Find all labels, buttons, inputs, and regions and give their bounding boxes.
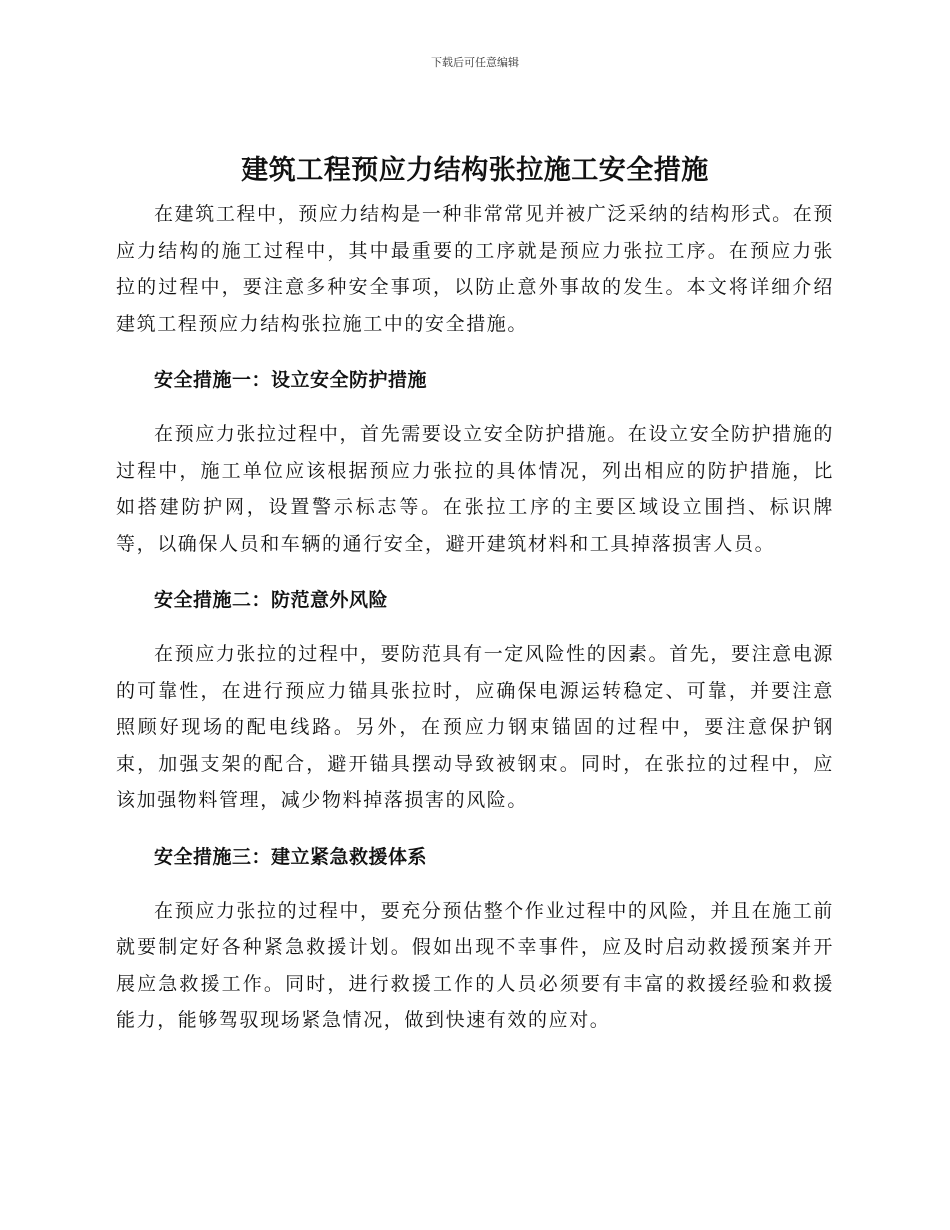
intro-paragraph: 在建筑工程中，预应力结构是一种非常常见并被广泛采纳的结构形式。在预应力结构的施工过程中，其中最重要的工序就是预应力张拉工序。在预应力张拉的过程中，要注意多种安全事项，以防止意外事故的发生。本文将详细介绍建筑工程预应力结构张拉施工中的安全措施。	[116, 203, 834, 335]
header-note: 下载后可任意编辑	[431, 56, 519, 69]
section-paragraph-2: 在预应力张拉的过程中，要防范具有一定风险性的因素。首先，要注意电源的可靠性，在进行预应力锚具张拉时，应确保电源运转稳定、可靠，并要注意照顾好现场的配电线路。另外，在预应力钢束锚固的过程中，要注意保护钢束，加强支架的配合，避开锚具摆动导致被钢束。同时，在张拉的过程中，应该加强物料管理，减少物料掉落损害的风险。	[116, 642, 834, 812]
document-body	[116, 196, 834, 1039]
section-heading-3: 安全措施三：建立紧急救援体系	[154, 845, 428, 868]
section-paragraph-1: 在预应力张拉过程中，首先需要设立安全防护措施。在设立安全防护措施的过程中，施工单位应该根据预应力张拉的具体情况，列出相应的防护措施，比如搭建防护网，设置警示标志等。在张拉工序的主要区域设立围挡、标识牌等，以确保人员和车辆的通行安全，避开建筑材料和工具掉落损害人员。	[116, 422, 834, 555]
section-heading-1: 安全措施一：设立安全防护措施	[154, 369, 428, 392]
section-heading-2: 安全措施二：防范意外风险	[154, 589, 389, 612]
document-title: 建筑工程预应力结构张拉施工安全措施	[241, 155, 709, 186]
section-paragraph-3: 在预应力张拉的过程中，要充分预估整个作业过程中的风险，并且在施工前就要制定好各种紧急救援计划。假如出现不幸事件，应及时启动救援预案并开展应急救援工作。同时，进行救援工作的人员必须要有丰富的救援经验和救援能力，能够驾驭现场紧急情况，做到快速有效的应对。	[116, 899, 834, 1032]
